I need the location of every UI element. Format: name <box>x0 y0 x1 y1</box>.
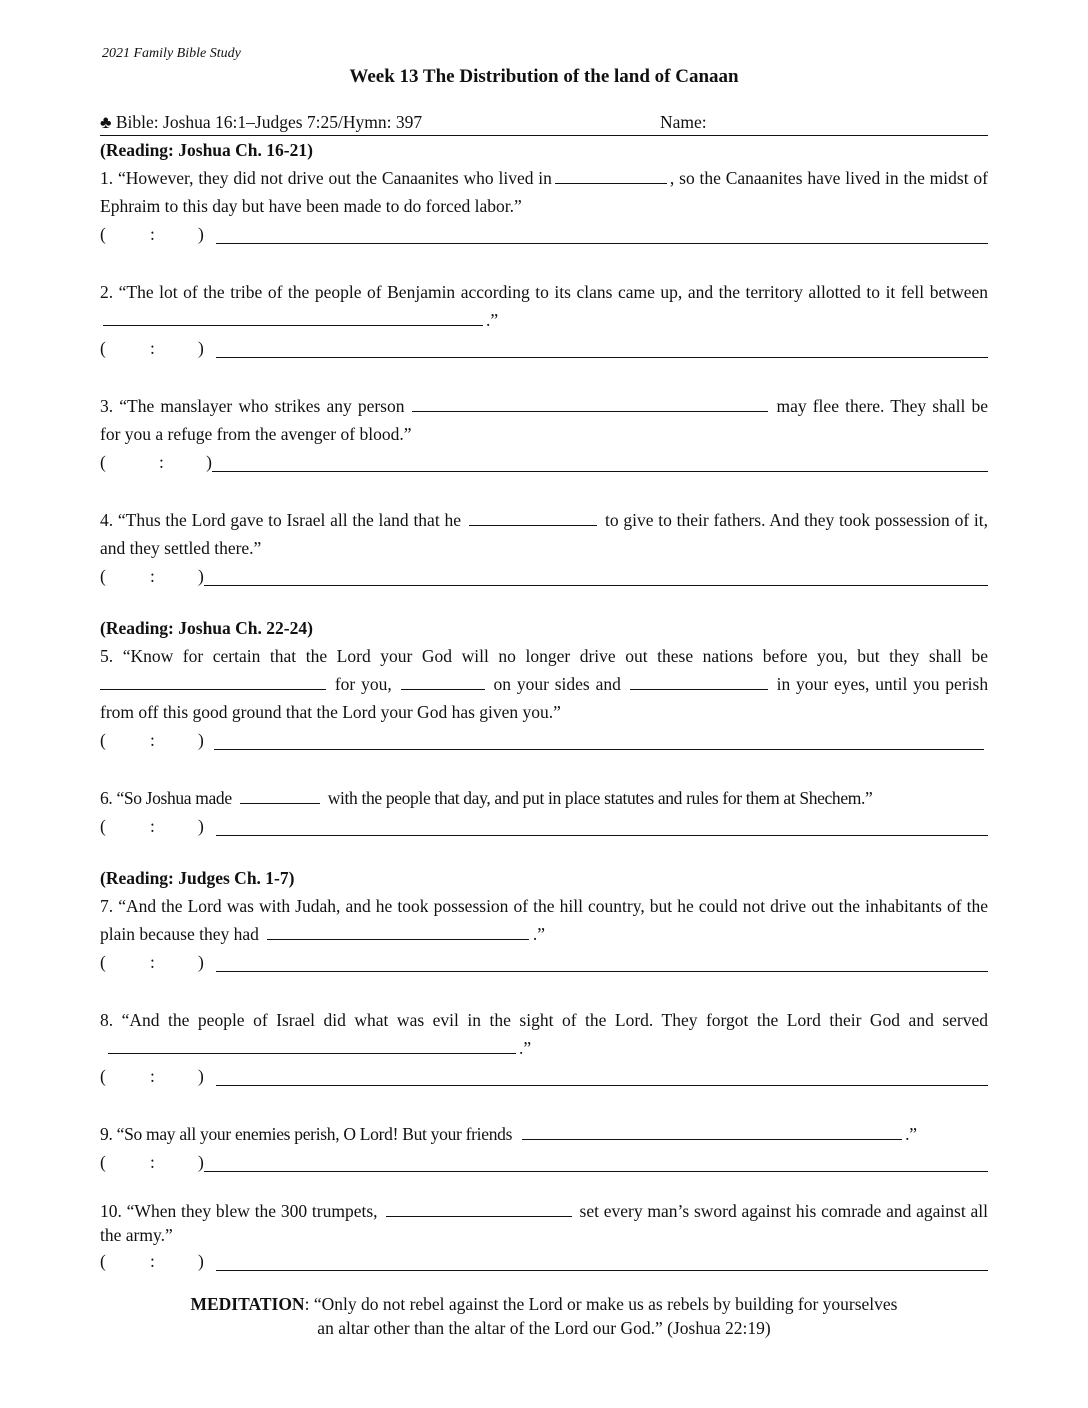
colon: : <box>150 952 155 972</box>
question-text: 4. “Thus the Lord gave to Israel all the land that he <box>100 510 461 530</box>
colon: : <box>150 566 155 586</box>
question-text: 9. “So may all your enemies perish, O Lord! But your friends <box>100 1124 513 1144</box>
answer-blank[interactable] <box>100 671 326 690</box>
question-10 <box>100 1198 988 1275</box>
answer-blank[interactable] <box>469 507 597 526</box>
question-text: 7. “And the Lord was with Judah, and he took possession of the hill country, but he could not drive out the inhabitants of the plain because they had <box>100 896 988 944</box>
verse-reference-row <box>100 726 988 754</box>
verse-reference <box>100 948 216 976</box>
verse-reference <box>100 562 204 590</box>
question-text: 8. “And the people of Israel did what was evil in the sight of the Lord. They forgot the Lord their God and served <box>100 1010 988 1030</box>
question-1 <box>100 164 988 248</box>
verse-reference-row <box>100 1148 988 1176</box>
answer-blank[interactable] <box>267 921 529 940</box>
question-text: .” <box>905 1124 917 1144</box>
colon: : <box>150 730 155 750</box>
section-heading-2: (Reading: Joshua Ch. 22-24) <box>100 618 313 638</box>
answer-blank[interactable] <box>630 671 768 690</box>
colon: : <box>150 338 155 358</box>
paren-close: ) <box>198 1251 204 1271</box>
verse-reference-row <box>100 448 988 476</box>
worksheet-content <box>100 110 988 1275</box>
question-7 <box>100 892 988 976</box>
answer-line[interactable] <box>216 1065 988 1086</box>
paren-open: ( <box>100 730 106 750</box>
verse-reference <box>100 1062 216 1090</box>
paren-open: ( <box>100 1066 106 1086</box>
question-3 <box>100 392 988 476</box>
paren-open: ( <box>100 338 106 358</box>
section-heading-3: (Reading: Judges Ch. 1-7) <box>100 868 295 888</box>
verse-reference-row <box>100 562 988 590</box>
paren-close: ) <box>198 1066 204 1086</box>
question-8 <box>100 1006 988 1090</box>
series-label: 2021 Family Bible Study <box>102 46 241 61</box>
answer-line[interactable] <box>216 337 988 358</box>
answer-line[interactable] <box>214 729 984 750</box>
answer-blank[interactable] <box>386 1198 572 1217</box>
question-text: .” <box>486 310 499 330</box>
meditation-text: : “Only do not rebel against the Lord or make us as rebels by building for yourselves <box>304 1294 898 1314</box>
question-5 <box>100 642 988 754</box>
paren-close: ) <box>198 1152 204 1172</box>
colon: : <box>150 224 155 244</box>
paren-close: ) <box>198 952 204 972</box>
verse-reference-row <box>100 334 988 362</box>
question-text: 1. “However, they did not drive out the Canaanites who lived in <box>100 168 552 188</box>
paren-open: ( <box>100 566 106 586</box>
page-title: Week 13 The Distribution of the land of Canaan <box>349 66 739 87</box>
question-text: set every man’s sword against his comrade and against all the army.” <box>100 1201 988 1245</box>
verse-reference <box>100 1148 204 1176</box>
answer-line[interactable] <box>216 223 988 244</box>
answer-blank[interactable] <box>555 165 667 184</box>
section-heading-1: (Reading: Joshua Ch. 16-21) <box>100 140 313 160</box>
answer-line[interactable] <box>216 815 988 836</box>
paren-open: ( <box>100 224 106 244</box>
question-text: 5. “Know for certain that the Lord your God will no longer drive out these nations before you, but they shall be <box>100 646 988 666</box>
colon: : <box>150 1066 155 1086</box>
paren-close: ) <box>206 452 212 472</box>
question-2 <box>100 278 988 362</box>
paren-close: ) <box>198 338 204 358</box>
question-6 <box>100 784 988 840</box>
colon: : <box>158 452 164 472</box>
verse-reference <box>100 334 216 362</box>
verse-reference-row <box>100 948 988 976</box>
verse-reference <box>100 812 216 840</box>
verse-reference-row <box>100 220 988 248</box>
paren-open: ( <box>100 1251 106 1271</box>
question-text: with the people that day, and put in place statutes and rules for them at Shechem.” <box>327 788 873 808</box>
paren-close: ) <box>198 566 204 586</box>
paren-open: ( <box>100 816 106 836</box>
meditation-label: MEDITATION <box>190 1294 305 1314</box>
question-text: on your sides and <box>493 674 621 694</box>
verse-reference-row <box>100 1062 988 1090</box>
question-text: , so the Canaanites have lived in the midst of Ephraim to this day but have been made to do forced labor.” <box>100 168 988 216</box>
question-text: to give to their fathers. And they took possession of it, and they settled there.” <box>100 510 989 558</box>
paren-open: ( <box>100 1152 106 1172</box>
paren-close: ) <box>198 730 204 750</box>
question-4 <box>100 506 988 590</box>
answer-line[interactable] <box>212 451 988 472</box>
answer-line[interactable] <box>204 565 988 586</box>
answer-blank[interactable] <box>240 785 320 804</box>
bible-reference-row <box>100 110 988 136</box>
meditation-block <box>0 1292 1088 1340</box>
verse-reference <box>100 726 214 754</box>
answer-blank[interactable] <box>412 393 768 412</box>
question-9 <box>100 1120 988 1176</box>
answer-blank[interactable] <box>401 671 485 690</box>
paren-open: ( <box>100 452 106 472</box>
paren-close: ) <box>198 224 204 244</box>
answer-blank[interactable] <box>522 1121 902 1140</box>
question-text: in your eyes, until you perish from off this good ground that the Lord your God has given you.” <box>100 674 989 722</box>
verse-reference <box>100 448 212 476</box>
paren-close: ) <box>198 816 204 836</box>
bible-reference: ♣ Bible: Joshua 16:1–Judges 7:25/Hymn: 397 <box>100 112 423 132</box>
answer-line[interactable] <box>216 951 988 972</box>
name-field[interactable]: Name: <box>660 112 707 132</box>
verse-reference-row <box>100 812 988 840</box>
question-text: for you, <box>334 674 392 694</box>
question-text: may flee there. They shall be for you a refuge from the avenger of blood.” <box>100 396 988 444</box>
question-text: 10. “When they blew the 300 trumpets, <box>100 1201 378 1221</box>
colon: : <box>150 1251 155 1271</box>
meditation-line-2: an altar other than the altar of the Lord our God.” (Joshua 22:19) <box>317 1318 771 1338</box>
question-text: 3. “The manslayer who strikes any person <box>100 396 405 416</box>
verse-reference-row <box>100 1247 988 1275</box>
verse-reference <box>100 1247 216 1275</box>
meditation-line-1 <box>0 1292 1088 1316</box>
question-text: 6. “So Joshua made <box>100 788 232 808</box>
question-text: .” <box>519 1038 532 1058</box>
answer-line[interactable] <box>216 1250 988 1271</box>
answer-blank[interactable] <box>103 307 483 326</box>
verse-reference <box>100 220 216 248</box>
answer-blank[interactable] <box>108 1035 516 1054</box>
paren-open: ( <box>100 952 106 972</box>
colon: : <box>150 1152 155 1172</box>
answer-line[interactable] <box>204 1151 988 1172</box>
colon: : <box>150 816 155 836</box>
question-text: 2. “The lot of the tribe of the people of Benjamin according to its clans came up, and the territory allotted to it fell between <box>100 282 988 302</box>
question-text: .” <box>532 924 546 944</box>
